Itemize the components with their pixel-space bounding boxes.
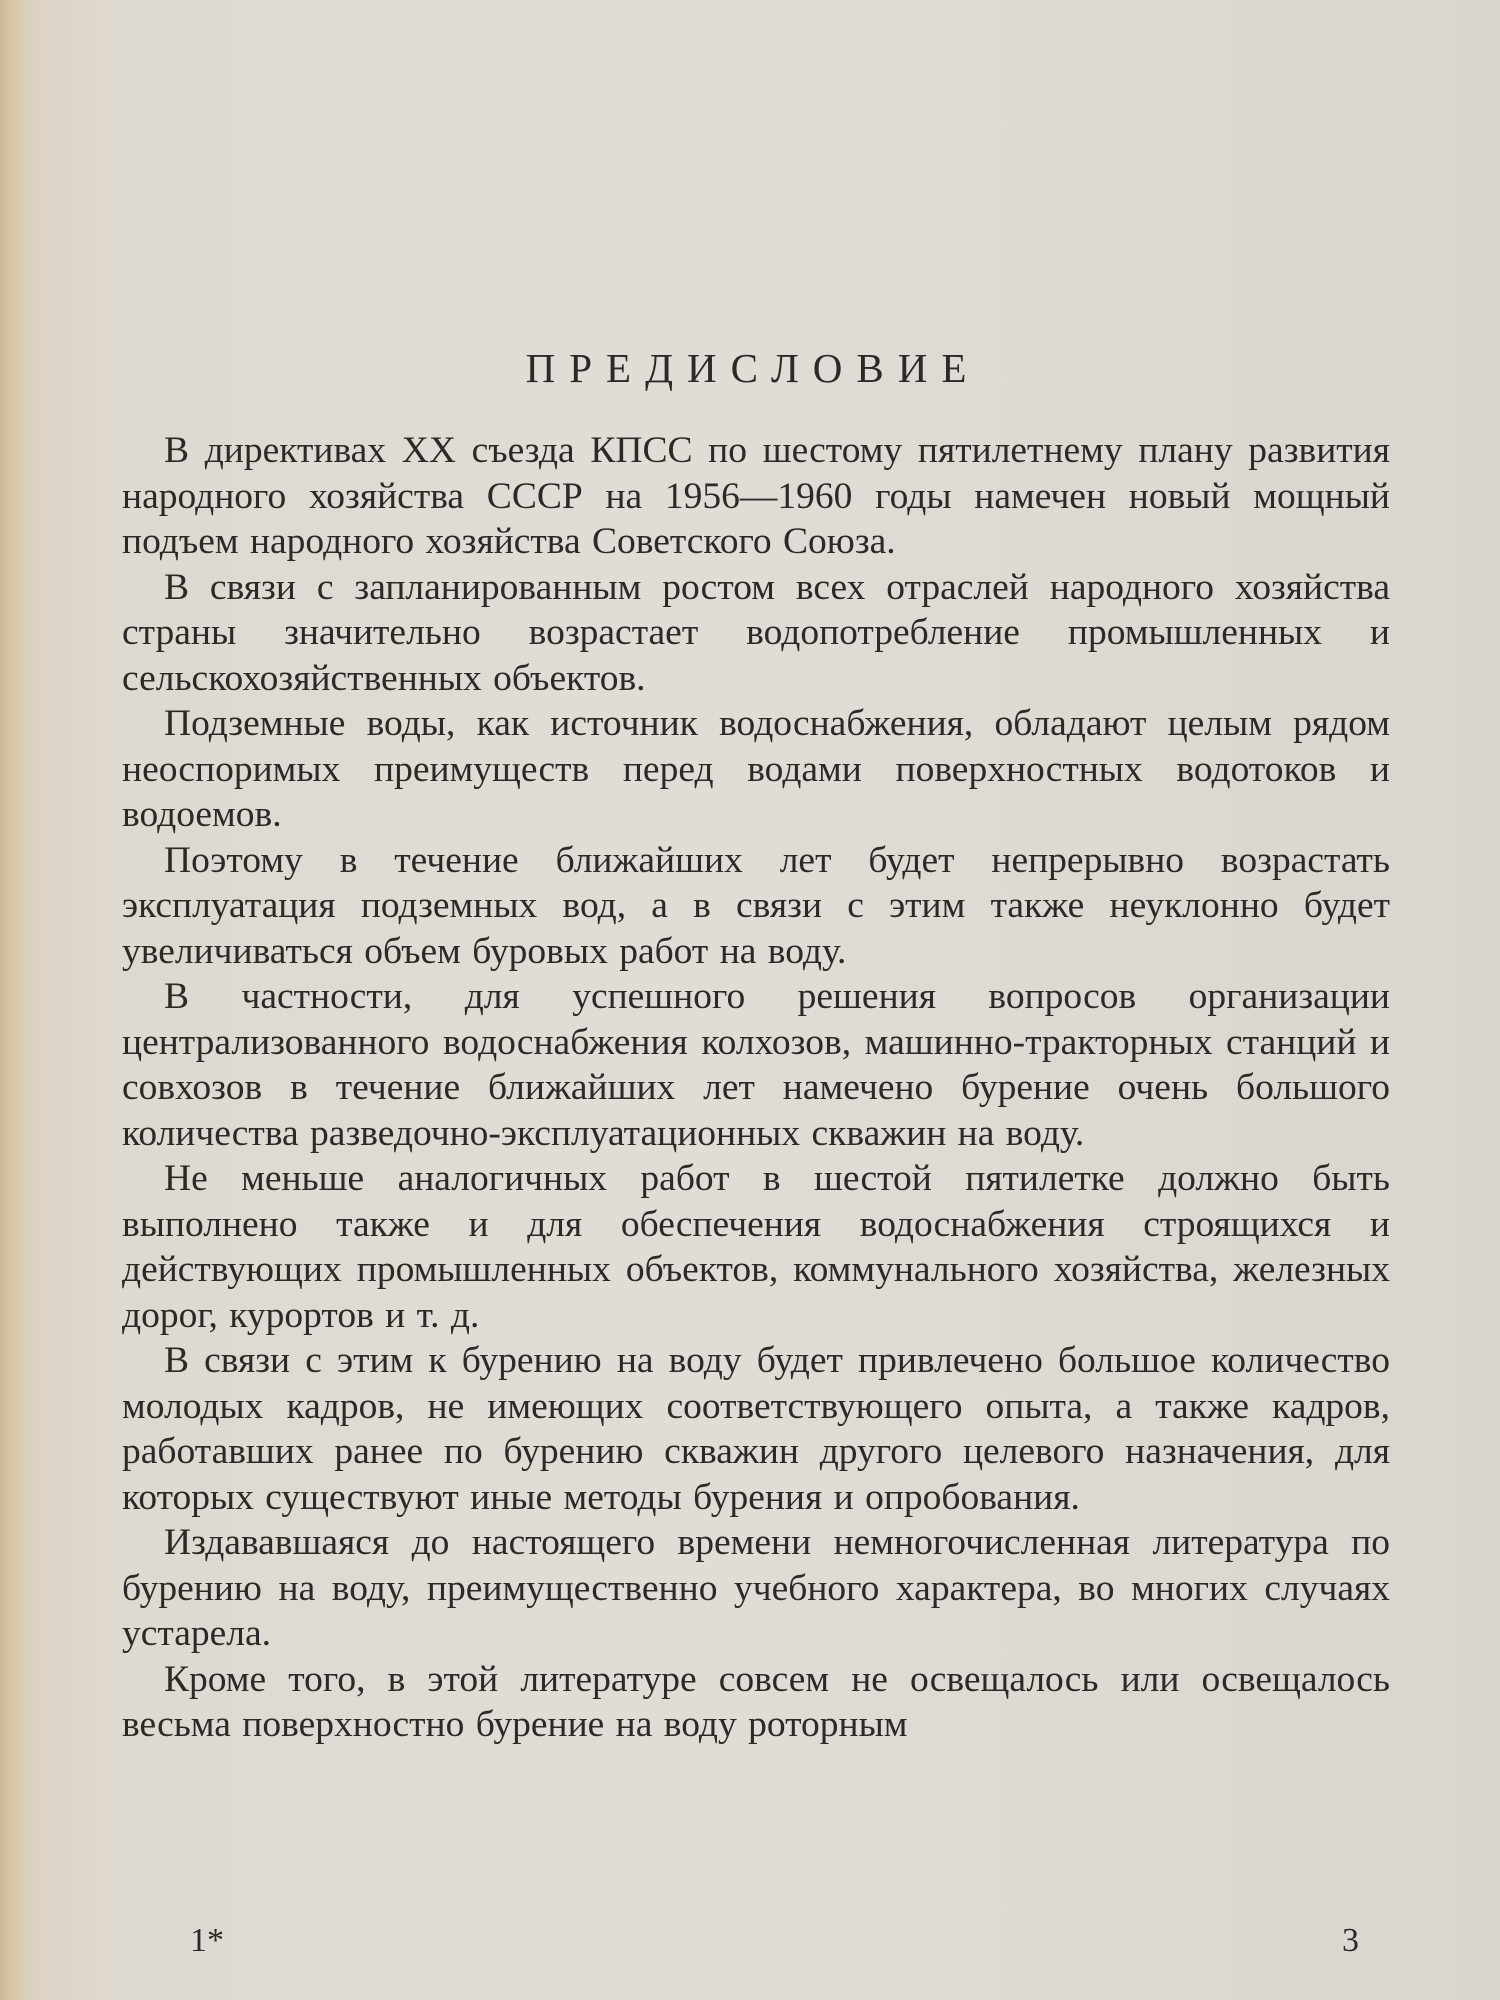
paragraph: Издававшаяся до настоящего времени немногочисленная литература по бурению на воду, преимущественно учебного характера, во многих случаях устарела. <box>122 1522 1390 1654</box>
body-text <box>122 428 1390 1748</box>
paragraph: Не меньше аналогичных работ в шестой пятилетке должно быть выполнено также и для обеспечения водоснабжения строящихся и действующих промышленных объектов, коммунального хозяйства, железных дорог, курортов и т. д. <box>122 1158 1390 1336</box>
page-binding-edge <box>0 0 26 2000</box>
paragraph: Кроме того, в этой литературе совсем не освещалось или освещалось весьма поверхностно бурение на воду роторным <box>122 1658 1390 1745</box>
paragraph: В частности, для успешного решения вопросов организации централизованного водоснабжения колхозов, машинно-тракторных станций и совхозов в течение ближайших лет намечено бурение очень большого количества разведочно-эксплуатационных скважин на воду. <box>122 976 1390 1154</box>
paragraph: Поэтому в течение ближайших лет будет непрерывно возрастать эксплуатация подземных вод, а в связи с этим также неуклонно будет увеличиваться объем буровых работ на воду. <box>122 839 1390 972</box>
paragraph: В связи с запланированным ростом всех отраслей народного хозяйства страны значительно возрастает водопотребление промышленных и сельскохозяйственных объектов. <box>122 566 1390 699</box>
page-heading: ПРЕДИСЛОВИЕ <box>525 345 981 391</box>
paragraph: В связи с этим к бурению на воду будет привлечено большое количество молодых кадров, не имеющих соответствующего опыта, а также кадров, работавших ранее по бурению скважин другого целевого назначения, для которых существуют иные методы бурения и опробования. <box>122 1340 1390 1518</box>
paragraph: В директивах XX съезда КПСС по шестому пятилетнему плану развития народного хозяйства СССР на 1956—1960 годы намечен новый мощный подъем народного хозяйства Советского Союза. <box>122 430 1390 562</box>
page-number: 3 <box>1342 1922 1359 1959</box>
paragraph: Подземные воды, как источник водоснабжения, обладают целым рядом неоспоримых преимуществ перед водами поверхностных водотоков и водоемов. <box>122 703 1390 835</box>
sheet-signature: 1* <box>190 1922 224 1959</box>
